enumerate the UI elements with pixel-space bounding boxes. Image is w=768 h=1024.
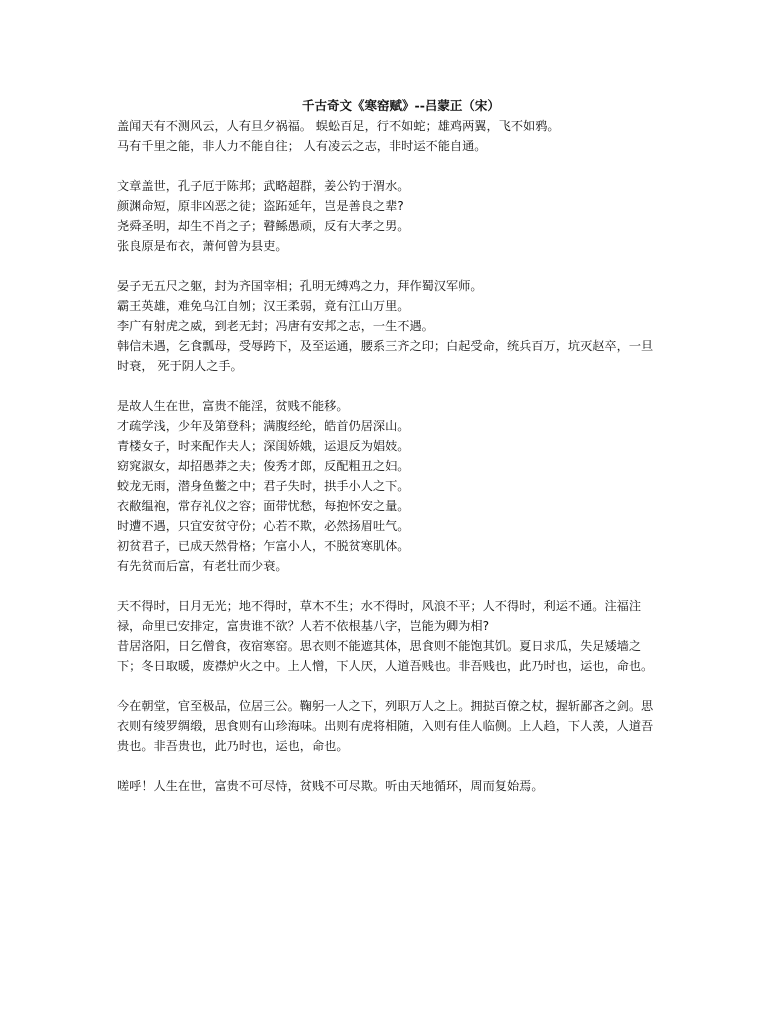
text-line: 初贫君子，已成天然骨格；乍富小人，不脱贫寒肌体。 (117, 539, 410, 553)
paragraph (117, 116, 657, 156)
text-line: 晏子无五尺之躯，封为齐国宰相；孔明无缚鸡之力，拜作蜀汉军师。 (117, 279, 483, 293)
text-line: 李广有射虎之威，到老无封；冯唐有安邦之志，一生不遇。 (117, 319, 434, 333)
paragraph-gap (117, 156, 657, 176)
paragraph (117, 776, 657, 796)
paragraph-gap (117, 576, 657, 596)
text-line: 霸王英雄，难免乌江自刎；汉王柔弱，竟有江山万里。 (117, 299, 410, 313)
text-line: 嗟呼！人生在世，富贵不可尽恃，贫贱不可尽欺。听由天地循环，周而复始焉。 (117, 779, 544, 793)
text-line: 时遭不遇，只宜安贫守份；心若不欺，必然扬眉吐气。 (117, 519, 410, 533)
text-line: 盖闻天有不测风云，人有旦夕祸福。 蜈蚣百足，行不如蛇；雄鸡两翼，飞不如鸦。 (117, 119, 560, 133)
text-line: 颜渊命短，原非凶恶之徒；盗跖延年，岂是善良之辈? (117, 199, 404, 213)
paragraph (117, 696, 657, 756)
text-line: 天不得时，日月无光；地不得时，草木不生；水不得时，风浪不平；人不得时，利运不通。注福注禄，命里已安排定，富贵谁不欲？人若不依根基八字，岂能为卿为相? (117, 599, 642, 633)
text-line: 文章盖世，孔子厄于陈邦；武略超群，姜公钓于渭水。 (117, 179, 410, 193)
text-line: 衣敝缊袍，常存礼仪之容；面带忧愁，每抱怀安之量。 (117, 499, 410, 513)
text-line: 有先贫而后富，有老壮而少衰。 (117, 559, 288, 573)
paragraph (117, 276, 657, 376)
text-line: 韩信未遇，乞食瓢母，受辱跨下，及至运通，腰系三齐之印；白起受命，统兵百万，坑灭赵卒，一旦时衰， 死于阴人之手。 (117, 339, 654, 373)
text-line: 才疏学浅，少年及第登科；满腹经纶，皓首仍居深山。 (117, 419, 410, 433)
document-title: 千古奇文《寒窑赋》--吕蒙正（宋） (302, 98, 500, 113)
text-line: 马有千里之能，非人力不能自往； 人有凌云之志，非时运不能自通。 (117, 139, 487, 153)
paragraph-gap (117, 376, 657, 396)
text-line: 青楼女子，时来配作夫人；深闺娇娥，运退反为娼妓。 (117, 439, 410, 453)
text-line: 今在朝堂，官至极品，位居三公。鞠躬一人之下，列职万人之上。拥挞百僚之杖，握斩鄙吝之剑。思衣则有绫罗绸缎，思食则有山珍海味。出则有虎将相随，入则有佳人临侧。上人趋，下人羡，人道吾贵也。非吾贵也，此乃时也，运也，命也。 (117, 699, 654, 753)
paragraph (117, 596, 657, 676)
paragraph-gap (117, 756, 657, 776)
text-line: 是故人生在世，富贵不能淫，贫贱不能移。 (117, 399, 349, 413)
document-page (117, 96, 657, 796)
paragraph-gap (117, 676, 657, 696)
paragraph (117, 396, 657, 576)
text-line: 窈窕淑女，却招愚莽之夫；俊秀才郎，反配粗丑之妇。 (117, 459, 410, 473)
text-line: 蛟龙无雨，潜身鱼鳖之中；君子失时，拱手小人之下。 (117, 479, 410, 493)
paragraph (117, 176, 657, 256)
text-line: 尧舜圣明，却生不肖之子；瞽鲧愚顽，反有大孝之男。 (117, 219, 410, 233)
text-line: 昔居洛阳，日乞僧食，夜宿寒窑。思衣则不能遮其体，思食则不能饱其饥。夏日求瓜，失足矮墙之下；冬日取暖，废襟炉火之中。上人憎，下人厌，人道吾贱也。非吾贱也，此乃时也，运也，命也。 (117, 639, 654, 673)
text-line: 张良原是布衣，萧何曾为县吏。 (117, 239, 288, 253)
paragraph-gap (117, 256, 657, 276)
